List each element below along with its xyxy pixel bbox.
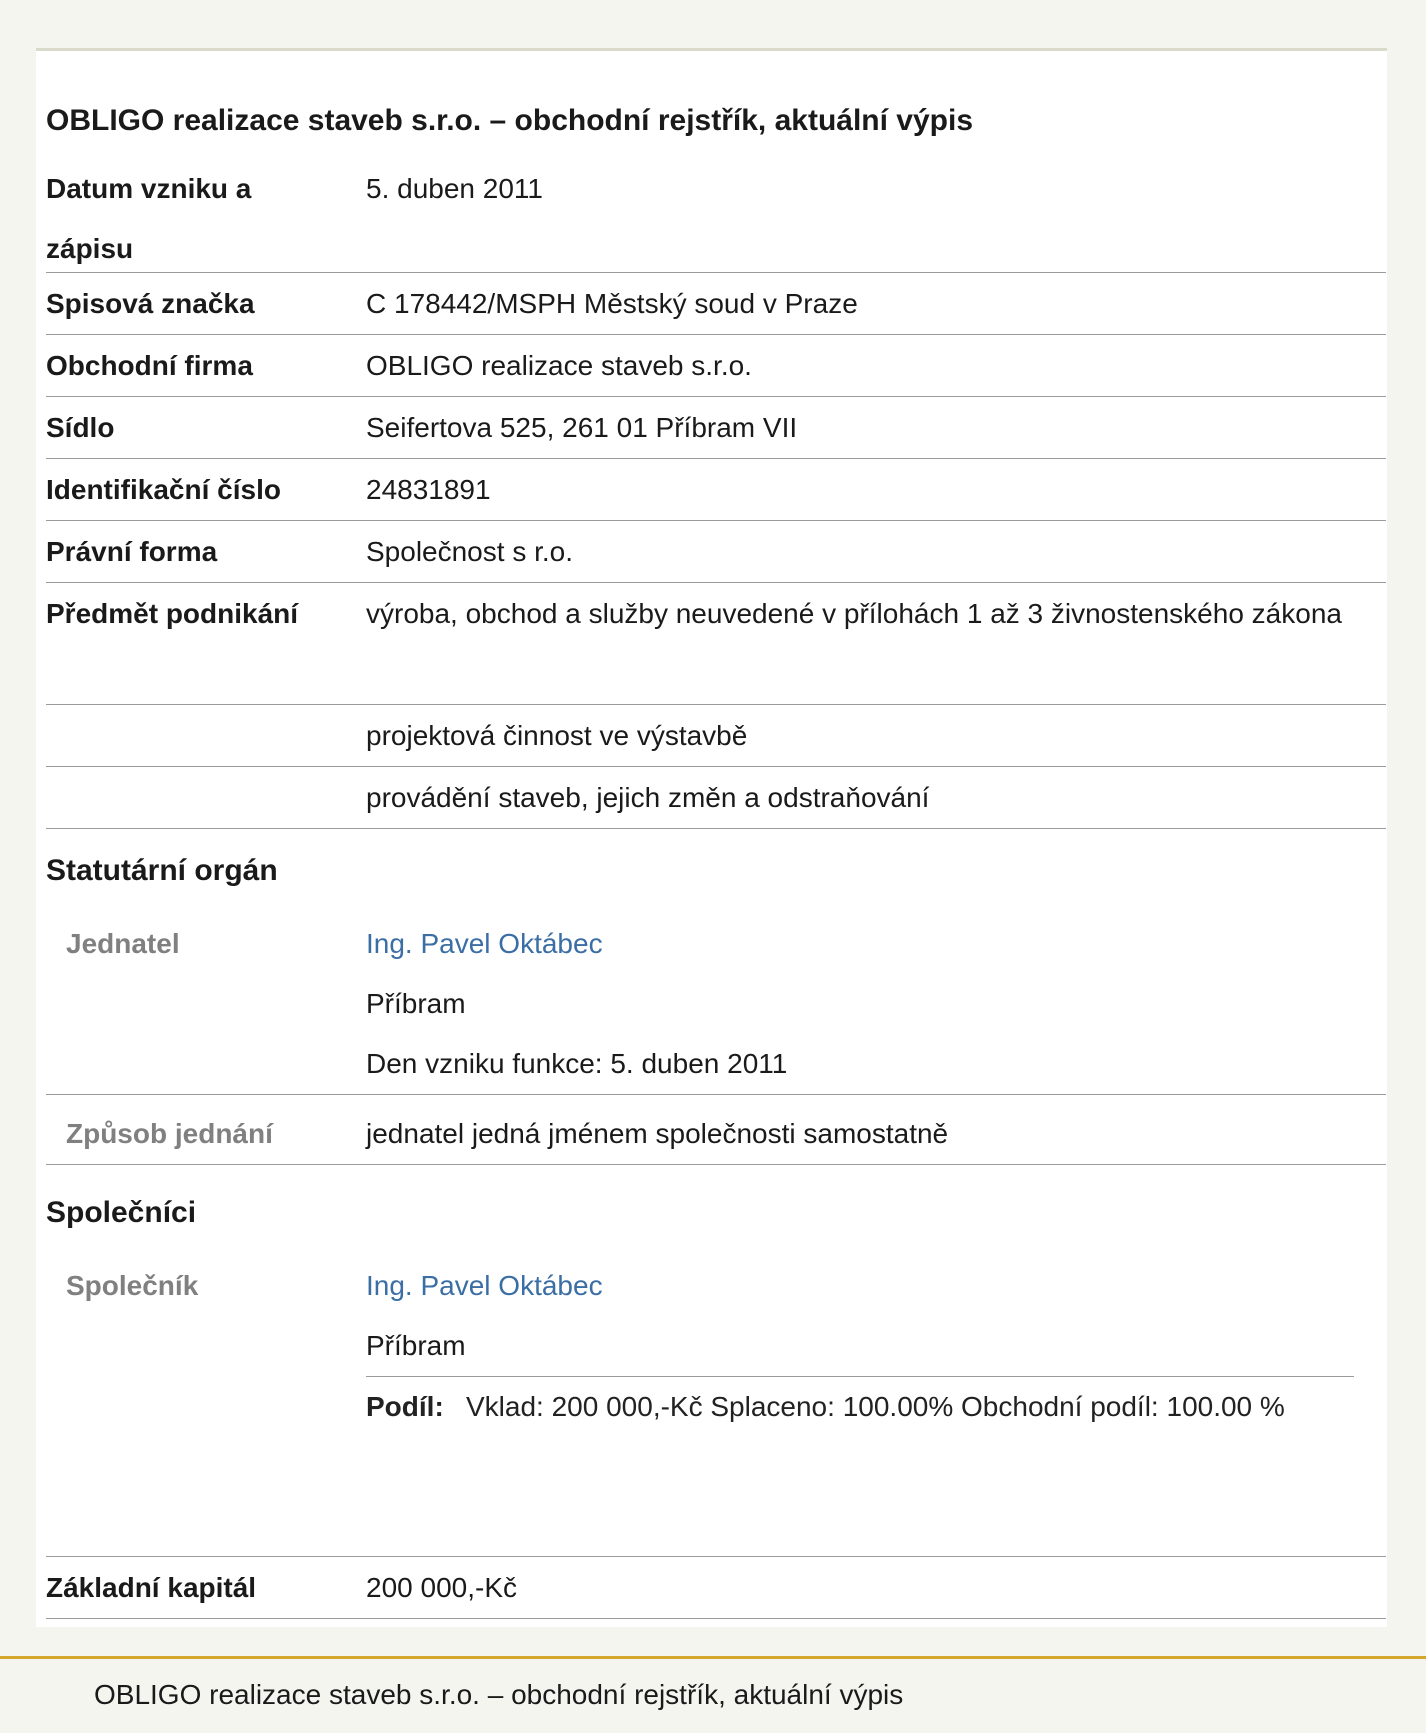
register-card <box>36 48 1387 1627</box>
share-vklad: Vklad: 200 000,-Kč <box>466 1391 703 1422</box>
row-zpusob-jednani <box>46 1104 1386 1165</box>
label-spisova-znacka: Spisová značka <box>46 288 255 319</box>
jednatel-name-link[interactable]: Ing. Pavel Oktábec <box>366 928 603 959</box>
value-spisova-znacka: C 178442/MSPH Městský soud v Praze <box>366 288 858 319</box>
spolecnik-city: Příbram <box>366 1330 466 1361</box>
share-splaceno: Splaceno: 100.00% <box>710 1391 954 1422</box>
value-jednatel <box>366 914 1376 1094</box>
row-spisova-znacka <box>46 274 1386 335</box>
label-identifikacni-cislo: Identifikační číslo <box>46 474 281 505</box>
row-obchodni-firma <box>46 336 1386 397</box>
label-datum-vzniku: Datum vzniku a zápisu <box>46 173 252 264</box>
value-obchodni-firma: OBLIGO realizace staveb s.r.o. <box>366 350 752 381</box>
page-title: OBLIGO realizace staveb s.r.o. – obchodní rejstřík, aktuální výpis <box>46 104 973 137</box>
row-identifikacni-cislo <box>46 460 1386 521</box>
share-label: Podíl: <box>366 1391 444 1422</box>
section-spolecnici: Společníci <box>46 1196 197 1229</box>
label-zakladni-kapital: Základní kapitál <box>46 1572 257 1603</box>
value-predmet-3: provádění staveb, jejich změn a odstraňování <box>366 782 930 813</box>
spolecnik-name-link[interactable]: Ing. Pavel Oktábec <box>366 1270 603 1301</box>
value-predmet-2: projektová činnost ve výstavbě <box>366 720 748 751</box>
value-sidlo: Seifertova 525, 261 01 Příbram VII <box>366 412 798 443</box>
label-predmet-podnikani: Předmět podnikání <box>46 598 299 629</box>
label-pravni-forma: Právní forma <box>46 536 218 567</box>
section-statutarni-organ: Statutární orgán <box>46 854 278 887</box>
row-datum-vzniku <box>46 159 1386 273</box>
value-datum-vzniku: 5. duben 2011 <box>366 173 543 204</box>
value-zpusob-jednani: jednatel jedná jménem společnosti samostatně <box>366 1118 949 1149</box>
label-jednatel: Jednatel <box>66 928 180 959</box>
row-zakladni-kapital <box>46 1558 1386 1619</box>
jednatel-since: Den vzniku funkce: 5. duben 2011 <box>366 1048 788 1079</box>
row-predmet-podnikani <box>46 584 1386 705</box>
jednatel-city: Příbram <box>366 988 466 1019</box>
value-spolecnik <box>366 1256 1376 1376</box>
value-zakladni-kapital: 200 000,-Kč <box>366 1572 517 1603</box>
label-zpusob-jednani: Způsob jednání <box>66 1118 273 1149</box>
value-identifikacni-cislo: 24831891 <box>366 474 491 505</box>
row-pravni-forma <box>46 522 1386 583</box>
label-sidlo: Sídlo <box>46 412 115 443</box>
row-sidlo <box>46 398 1386 459</box>
label-spolecnik: Společník <box>66 1270 199 1301</box>
row-predmet-3 <box>46 768 1386 829</box>
row-predmet-2 <box>46 706 1386 767</box>
share-obchodni-podil: Obchodní podíl: 100.00 % <box>961 1391 1285 1422</box>
value-predmet-1: výroba, obchod a služby neuvedené v přílohách 1 až 3 živnostenského zákona <box>366 598 1342 629</box>
share-values <box>466 1377 1285 1437</box>
label-obchodni-firma: Obchodní firma <box>46 350 253 381</box>
value-pravni-forma: Společnost s r.o. <box>366 536 574 567</box>
row-spolecnik <box>46 1256 1386 1557</box>
share-block <box>366 1376 1354 1557</box>
footer <box>0 1656 1426 1733</box>
row-jednatel <box>46 914 1386 1095</box>
footer-text: OBLIGO realizace staveb s.r.o. – obchodní rejstřík, aktuální výpis <box>94 1679 904 1710</box>
